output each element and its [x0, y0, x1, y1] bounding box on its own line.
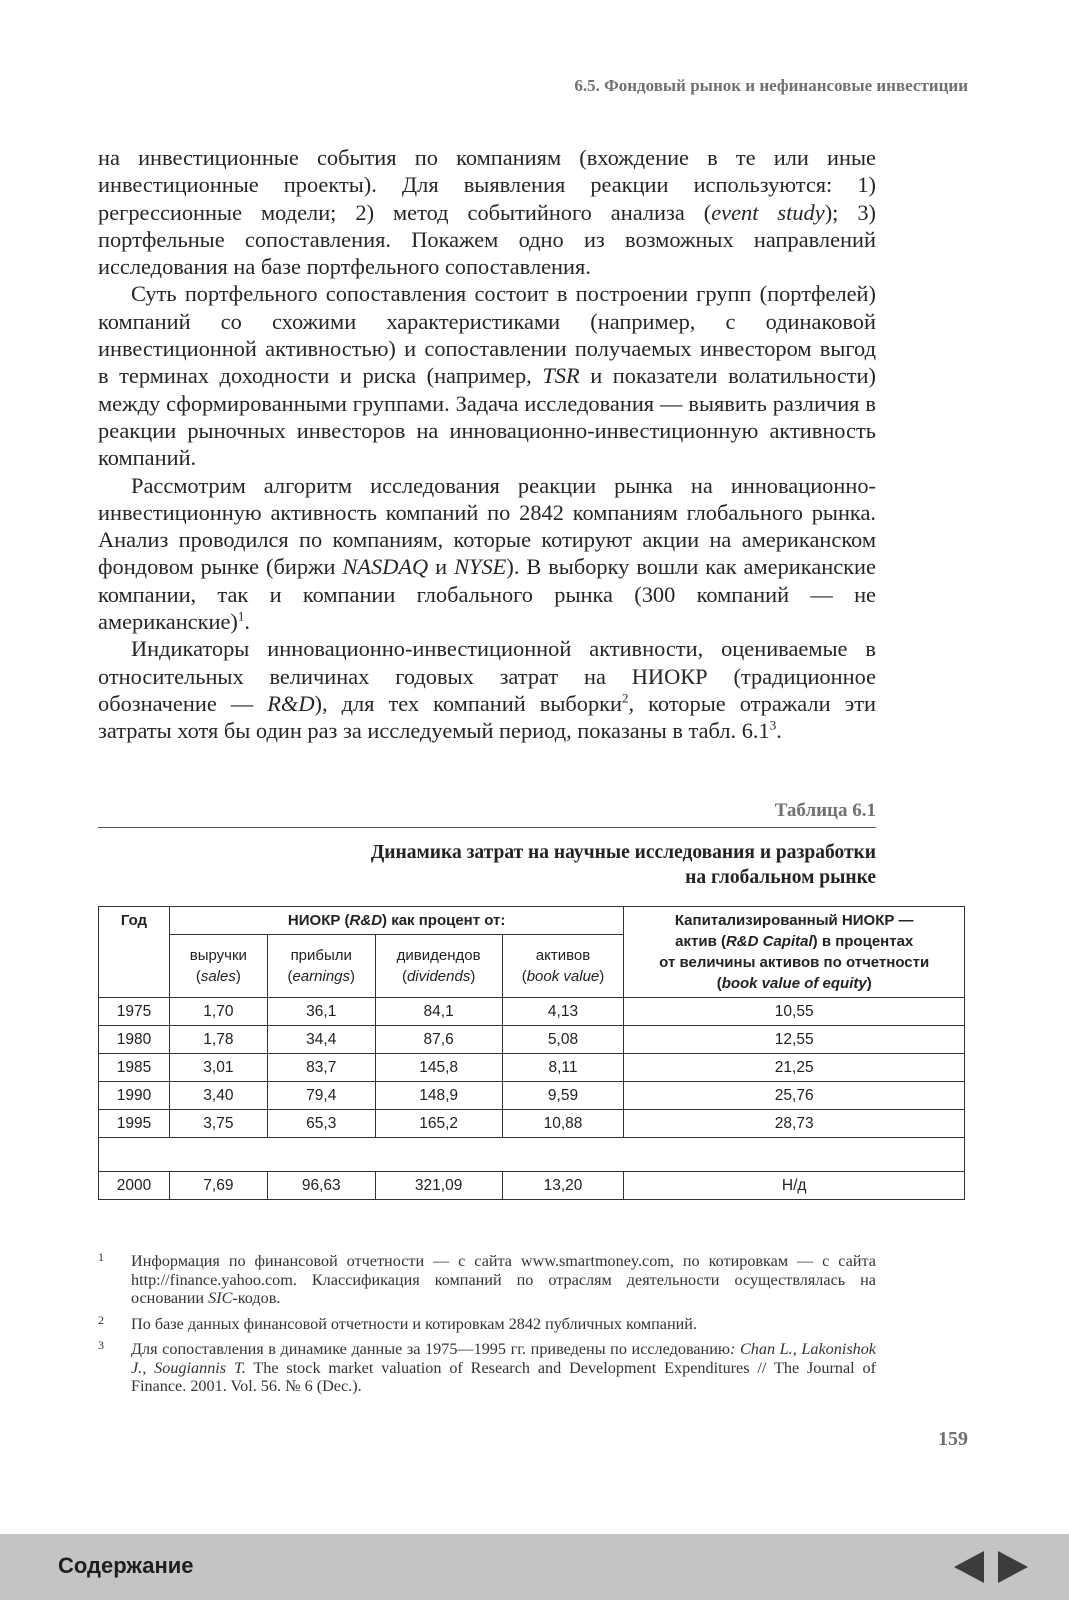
table-cell: 13,20: [502, 1172, 624, 1200]
header-text: sales: [200, 968, 236, 985]
text-span: ); 3) портфельные сопоставления. Покажем одно из возможных направлений исследования на базе портфельного сопоставления.: [98, 199, 876, 280]
table-cell: 1980: [99, 1026, 170, 1054]
table-empty-cell: [99, 1138, 965, 1172]
header-text: ) в процентах: [812, 933, 914, 950]
table-cell: 9,59: [502, 1082, 624, 1110]
footnote-ref[interactable]: 2: [622, 690, 629, 706]
header-rd-group: [169, 907, 624, 935]
footnote-ref[interactable]: 1: [237, 608, 245, 624]
page-number: 159: [938, 1428, 968, 1450]
table-cell: 2000: [99, 1172, 170, 1200]
table-header-row: [99, 907, 965, 935]
table-cell: 1975: [99, 998, 170, 1026]
text-span: и: [428, 554, 455, 580]
table-cell: 1985: [99, 1054, 170, 1082]
table-cell: 148,9: [375, 1082, 502, 1110]
table-cell: 36,1: [267, 998, 375, 1026]
table-title-line: Динамика затрат на научные исследования и разработки: [370, 842, 876, 863]
table-cell: 79,4: [267, 1082, 375, 1110]
header-text: выручки: [189, 947, 247, 964]
text-span: .: [244, 609, 250, 635]
table-row: [99, 1026, 965, 1054]
table-cell: 1990: [99, 1082, 170, 1110]
table-cell: 3,75: [169, 1110, 267, 1138]
header-text: earnings: [292, 968, 351, 985]
footnote: [98, 1252, 876, 1308]
header-line: (earnings): [287, 968, 356, 985]
header-text: актив (: [675, 933, 726, 950]
footnote-text: The stock market valuation of Research and Development Expenditures // The Journal of Finance. 2001. Vol. 56. № 6 (Dec.).: [131, 1358, 876, 1395]
table-cell: 12,55: [624, 1026, 965, 1054]
contents-link[interactable]: Содержание: [58, 1553, 194, 1578]
header-assets: [502, 935, 624, 998]
text-span: Рассмотрим алгоритм исследования реакции рынка на инновационно-инвестиционную активность компаний по 2842 компаниям глобального рынка. Анализ проводился по компаниям, которые котируют акции на американском фондовом рынке (биржи: [98, 472, 876, 580]
footnote-text: Информация по финансовой отчетности — с сайта www.smartmoney.com, по котировкам — с сайта http://finance.yahoo.com. Классификация компаний по отраслям деятельности осуществлялась на основании: [131, 1252, 876, 1307]
table-cell: Н/д: [624, 1172, 965, 1200]
table-cell: 4,13: [502, 998, 624, 1026]
text-span: ). В выборку вошли как американские компании, так и компании глобального рынка (300 компаний — не американские): [98, 554, 876, 635]
italic-term: TSR: [542, 363, 580, 389]
header-text: дивидендов: [396, 947, 481, 964]
italic-term: event study: [711, 199, 825, 225]
header-line: (book value of equity): [716, 975, 872, 992]
header-text: активов: [535, 947, 591, 964]
footnote-text: -кодов.: [232, 1289, 281, 1307]
header-line: [624, 931, 964, 952]
header-sales: [169, 935, 267, 998]
running-head: 6.5. Фондовый рынок и нефинансовые инвестиции: [574, 76, 968, 95]
table-rule: [98, 827, 876, 828]
table-row: [99, 1110, 965, 1138]
header-text: R&D Capital: [725, 933, 813, 950]
footnote: [98, 1312, 876, 1334]
header-text: ) как процент от:: [382, 912, 506, 929]
table-cell: 21,25: [624, 1054, 965, 1082]
prev-arrow-icon[interactable]: [954, 1551, 984, 1583]
header-earnings: [267, 935, 375, 998]
table-cell: 3,40: [169, 1082, 267, 1110]
table-cell: 145,8: [375, 1054, 502, 1082]
footnote-text: По базе данных финансовой отчетности и котировкам 2842 публичных компаний.: [131, 1314, 698, 1333]
table-number: Таблица 6.1: [774, 800, 876, 821]
table-title: [98, 840, 876, 890]
header-capitalized: [624, 907, 965, 998]
text-span: ), для тех компаний выборки: [314, 690, 623, 716]
italic-term: NASDAQ: [342, 554, 429, 580]
header-text: Капитализированный НИОКР —: [674, 912, 914, 929]
table-cell: 8,11: [502, 1054, 624, 1082]
table-cell: 5,08: [502, 1026, 624, 1054]
text-span: и показатели волатильности) между сформированными группами. Задача исследования — выявить различия в реакции рыночных инвесторов на инновационно-инвестиционную активность компаний.: [98, 363, 876, 471]
header-text: R&D: [349, 912, 383, 929]
next-arrow-icon[interactable]: [998, 1551, 1028, 1583]
table-row: [99, 1082, 965, 1110]
text-span: на инвестиционные события по компаниям (вхождение в те или иные инвестиционные проекты). Для выявления реакции используются: 1) регрессионные модели; 2) метод событийного анализа (: [98, 145, 876, 225]
italic-term: R&D: [267, 690, 315, 716]
footnote-text: Для сопоставления в динамике данные за 1975—1995 гг. приведены по исследованию: [131, 1340, 730, 1358]
table-cell: 87,6: [375, 1026, 502, 1054]
table-cell: 65,3: [267, 1110, 375, 1138]
table-cell: 83,7: [267, 1054, 375, 1082]
table-cell: 34,4: [267, 1026, 375, 1054]
table-title-line: на глобальном рынке: [685, 867, 876, 888]
header-text: от величины активов по отчетности: [659, 954, 930, 971]
table-cell: 321,09: [375, 1172, 502, 1200]
bottom-nav-bar: [0, 1534, 1069, 1600]
footnote-mark: 3: [98, 1338, 104, 1352]
header-text: dividends: [406, 968, 471, 985]
table-cell: 10,88: [502, 1110, 624, 1138]
paragraph: [98, 280, 876, 471]
text-span: , которые отражали эти затраты хотя бы один раз за исследуемый период, показаны в табл. 6.1: [98, 690, 876, 744]
footnote-ref[interactable]: 3: [769, 717, 777, 733]
header-line: (book value): [521, 968, 605, 985]
header-year: Год: [99, 907, 170, 998]
table-cell: 28,73: [624, 1110, 965, 1138]
table-cell: 165,2: [375, 1110, 502, 1138]
table-cell: 84,1: [375, 998, 502, 1026]
paragraph: [98, 635, 876, 744]
table-cell: 1,70: [169, 998, 267, 1026]
header-line: (sales): [195, 968, 241, 985]
body-text: [98, 144, 876, 745]
footnote: [98, 1340, 876, 1396]
table-cell: 25,76: [624, 1082, 965, 1110]
table-cell: 10,55: [624, 998, 965, 1026]
text-span: Суть портфельного сопоставления состоит в построении групп (портфелей) компаний со схожими характеристиками (например, с одинаковой инвестиционной активностью) и сопоставлении получаемых инвестором выгод в терминах доходности и риска (например,: [98, 281, 876, 389]
table-empty-row: [99, 1138, 965, 1172]
header-text: прибыли: [290, 947, 352, 964]
table-cell: 1,78: [169, 1026, 267, 1054]
footnote-italic: : Chan L., Lakonishok J., Sougiannis T.: [131, 1340, 876, 1377]
table-row: [99, 1172, 965, 1200]
table-cell: 1995: [99, 1110, 170, 1138]
header-text: НИОКР (: [287, 912, 350, 929]
footnote-mark: 2: [98, 1312, 104, 1327]
table-cell: 96,63: [267, 1172, 375, 1200]
paragraph: [98, 144, 876, 280]
header-text: book value of equity: [721, 975, 867, 992]
header-dividends: [375, 935, 502, 998]
italic-term: NYSE: [454, 554, 507, 580]
text-span: .: [776, 718, 782, 744]
header-line: (dividends): [401, 968, 476, 985]
footnote-italic: SIC: [208, 1289, 233, 1307]
text-span: Индикаторы инновационно-инвестиционной активности, оцениваемые в относительных величинах годовых затрат на НИОКР (традиционное обозначение —: [98, 636, 876, 716]
table-row: [99, 998, 965, 1026]
table-row: [99, 1054, 965, 1082]
footnotes: [98, 1252, 876, 1403]
data-table: [98, 906, 965, 1200]
table-cell: 7,69: [169, 1172, 267, 1200]
header-text: book value: [526, 968, 600, 985]
footnote-mark: 1: [98, 1250, 104, 1264]
paragraph: [98, 472, 876, 636]
table-cell: 3,01: [169, 1054, 267, 1082]
